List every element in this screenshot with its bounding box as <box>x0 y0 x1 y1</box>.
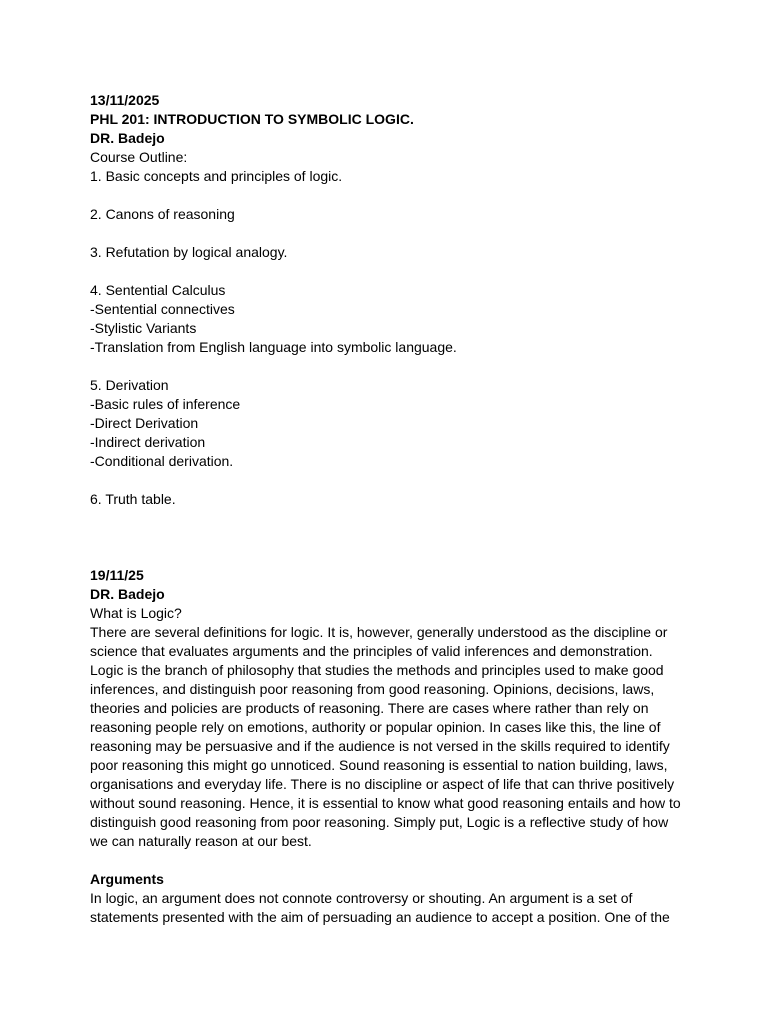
outline-subitem: -Indirect derivation <box>90 434 206 450</box>
paragraph-line: inferences, and distinguish poor reasoning from good reasoning. Opinions, decisions, laws, <box>90 681 655 697</box>
outline-subitem: -Conditional derivation. <box>90 453 234 469</box>
outline-subitem: -Stylistic Variants <box>90 320 197 336</box>
paragraph-line: statements presented with the aim of persuading an audience to accept a position. One of the <box>90 909 670 925</box>
note2-lecturer: DR. Badejo <box>90 586 165 602</box>
outline-subitem: -Direct Derivation <box>90 415 199 431</box>
outline-item-5: 5. Derivation <box>90 377 169 393</box>
paragraph-line: poor reasoning this might go unnoticed. Sound reasoning is essential to nation building, laws, <box>90 757 668 773</box>
paragraph-line: distinguish good reasoning from poor reasoning. Simply put, Logic is a reflective study of how <box>90 814 669 830</box>
document-content <box>90 91 690 927</box>
outline-title: Course Outline: <box>90 149 188 165</box>
blank-line <box>90 186 690 205</box>
paragraph-line: Logic is the branch of philosophy that studies the methods and principles used to make good <box>90 662 664 678</box>
note1-date: 13/11/2025 <box>90 92 160 108</box>
paragraph-line: science that evaluates arguments and the principles of valid inferences and demonstration. <box>90 643 653 659</box>
outline-item-3: 3. Refutation by logical analogy. <box>90 244 288 260</box>
paragraph-line: reasoning may be persuasive and if the audience is not versed in the skills required to identify <box>90 738 670 754</box>
section-spacer <box>90 509 690 566</box>
paragraph-line: organisations and everyday life. There is no discipline or aspect of life that can thrive positively <box>90 776 675 792</box>
logic-paragraph <box>90 623 690 851</box>
paragraph-line: There are several definitions for logic. It is, however, generally understood as the discipline or <box>90 624 668 640</box>
outline-item-4: 4. Sentential Calculus <box>90 282 226 298</box>
paragraph-line: theories and policies are products of reasoning. There are cases where rather than rely on <box>90 700 649 716</box>
blank-line <box>90 357 690 376</box>
outline-item-2: 2. Canons of reasoning <box>90 206 235 222</box>
outline-item-1: 1. Basic concepts and principles of logic. <box>90 168 343 184</box>
note2-date: 19/11/25 <box>90 567 144 583</box>
note1-lecturer: DR. Badejo <box>90 130 165 146</box>
blank-line <box>90 262 690 281</box>
arguments-heading: Arguments <box>90 871 164 887</box>
logic-question: What is Logic? <box>90 605 182 621</box>
paragraph-line: without sound reasoning. Hence, it is essential to know what good reasoning entails and how to <box>90 795 681 811</box>
arguments-paragraph <box>90 889 690 927</box>
blank-line <box>90 224 690 243</box>
outline-item-6: 6. Truth table. <box>90 491 176 507</box>
outline-subitem: -Basic rules of inference <box>90 396 241 412</box>
blank-line <box>90 851 690 870</box>
outline-subitem: -Sentential connectives <box>90 301 235 317</box>
outline-subitem: -Translation from English language into symbolic language. <box>90 339 457 355</box>
paragraph-line: In logic, an argument does not connote controversy or shouting. An argument is a set of <box>90 890 633 906</box>
blank-line <box>90 471 690 490</box>
course-title: PHL 201: INTRODUCTION TO SYMBOLIC LOGIC. <box>90 111 414 127</box>
paragraph-line: reasoning people rely on emotions, authority or popular opinion. In cases like this, the line of <box>90 719 661 735</box>
paragraph-line: we can naturally reason at our best. <box>90 833 312 849</box>
